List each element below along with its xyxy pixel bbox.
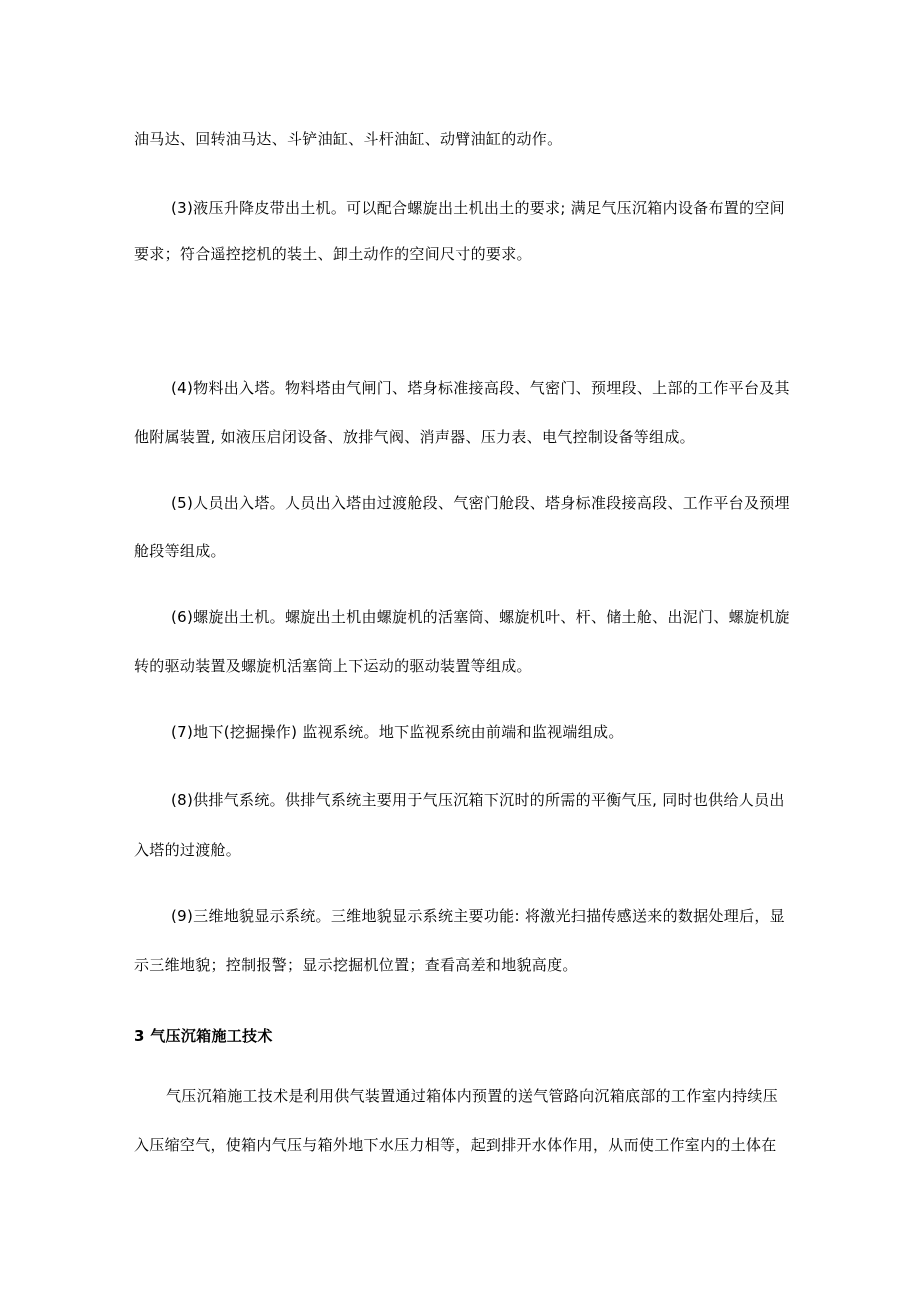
paragraph-line: 气压沉箱施工技术是利用供气装置通过箱体内预置的送气管路向沉箱底部的工作室内持续压 bbox=[166, 1087, 779, 1105]
paragraph-line: 舱段等组成。 bbox=[134, 542, 226, 560]
paragraph-line: 示三维地貌；控制报警；显示挖掘机位置；查看高差和地貌高度。 bbox=[134, 956, 578, 974]
paragraph-line: (9)三维地貌显示系统。三维地貌显示系统主要功能: 将激光扫描传感送来的数据处理后，显 bbox=[171, 907, 785, 925]
paragraph-line: 入塔的过渡舱。 bbox=[134, 841, 242, 859]
paragraph-line: 转的驱动装置及螺旋机活塞筒上下运动的驱动装置等组成。 bbox=[134, 657, 532, 675]
paragraph-line: 他附属装置, 如液压启闭设备、放排气阀、消声器、压力表、电气控制设备等组成。 bbox=[134, 428, 695, 446]
paragraph-line: 入压缩空气，使箱内气压与箱外地下水压力相等，起到排开水体作用，从而使工作室内的土体在 bbox=[134, 1136, 777, 1154]
paragraph-line: 油马达、回转油马达、斗铲油缸、斗杆油缸、动臂油缸的动作。 bbox=[134, 130, 563, 148]
paragraph-line: (7)地下(挖掘操作) 监视系统。地下监视系统由前端和监视端组成。 bbox=[171, 723, 624, 741]
paragraph-line: (8)供排气系统。供排气系统主要用于气压沉箱下沉时的所需的平衡气压, 同时也供给人员出 bbox=[171, 791, 785, 809]
paragraph-line: 要求；符合遥控挖机的装土、卸土动作的空间尺寸的要求。 bbox=[134, 245, 532, 263]
section-heading: 3 气压沉箱施工技术 bbox=[134, 1027, 273, 1045]
paragraph-line: (6)螺旋出土机。螺旋出土机由螺旋机的活塞筒、螺旋机叶、杆、储土舱、出泥门、螺旋机旋 bbox=[171, 608, 790, 626]
paragraph-line: (3)液压升降皮带出土机。可以配合螺旋出土机出土的要求; 满足气压沉箱内设备布置的空间 bbox=[171, 199, 785, 217]
paragraph-line: (5)人员出入塔。人员出入塔由过渡舱段、气密门舱段、塔身标准段接高段、工作平台及预埋 bbox=[171, 494, 790, 512]
paragraph-line: (4)物料出入塔。物料塔由气闸门、塔身标准接高段、气密门、预埋段、上部的工作平台及其 bbox=[171, 379, 790, 397]
